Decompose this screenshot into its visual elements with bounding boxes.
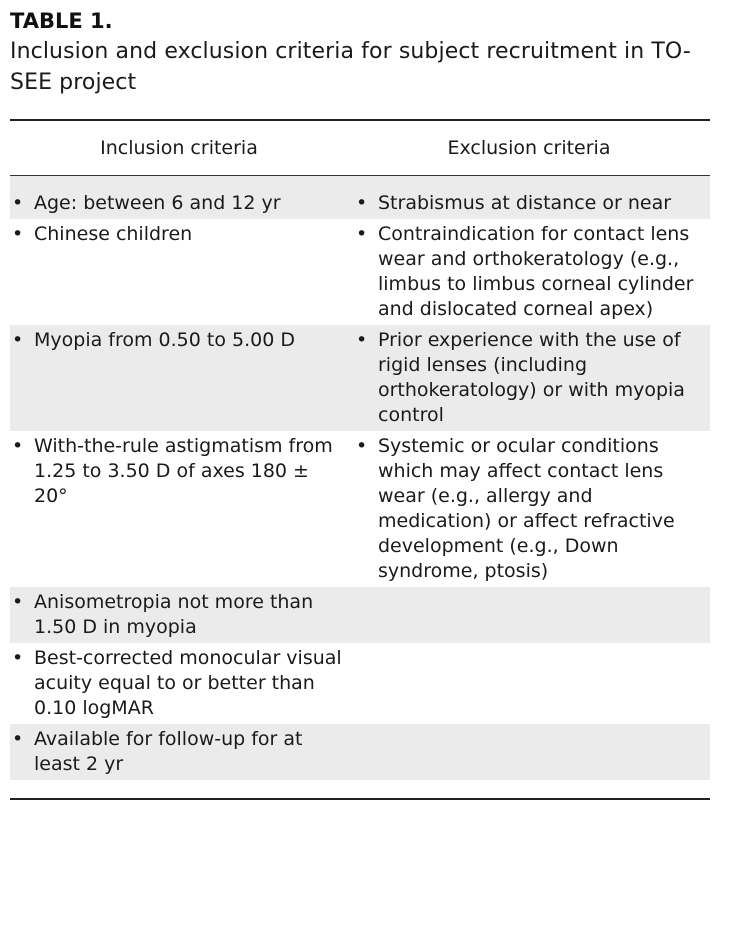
inclusion-item [10,222,348,247]
inclusion-item [10,646,348,721]
inclusion-text: Age: between 6 and 12 yr [34,192,281,214]
exclusion-text: Contraindication for contact lens wear and orthokeratology (e.g., limbus to limbus corneal cylinder and dislocated corneal apex) [378,223,694,320]
bullet-icon: • [12,728,24,750]
exclusion-item [348,191,710,216]
exclusion-text: Prior experience with the use of rigid lenses (including orthokeratology) or with myopia control [378,329,685,426]
exclusion-text [348,728,352,750]
bullet-icon: • [356,223,368,245]
exclusion-text: Systemic or ocular conditions which may affect contact lens wear (e.g., allergy and medication) or affect refractive development (e.g., Down syndrome, ptosis) [378,435,675,582]
inclusion-cell [10,325,348,431]
table-label: TABLE 1. [10,9,113,33]
exclusion-cell [348,176,710,220]
table-row [10,219,710,325]
header-row [10,120,710,176]
criteria-table [10,119,710,800]
inclusion-cell [10,724,348,780]
bullet-icon: • [12,435,24,457]
table-figure [10,6,710,775]
inclusion-item [10,328,348,353]
inclusion-cell [10,643,348,724]
table-header [10,120,710,176]
bullet-icon: • [356,192,368,214]
inclusion-cell [10,431,348,587]
table-bottom-spacer [10,780,710,799]
exclusion-cell [348,643,710,724]
exclusion-cell [348,724,710,780]
exclusion-cell [348,587,710,643]
exclusion-cell [348,431,710,587]
bullet-icon: • [12,591,24,613]
table-row [10,587,710,643]
inclusion-text: With-the-rule astigmatism from 1.25 to 3.50 D of axes 180 ± 20° [34,435,333,507]
table-row [10,325,710,431]
inclusion-item [10,590,348,640]
bullet-icon: • [12,192,24,214]
inclusion-text: Myopia from 0.50 to 5.00 D [34,329,295,351]
exclusion-text [348,647,352,669]
exclusion-cell [348,325,710,431]
inclusion-item [10,434,348,509]
inclusion-item [10,191,348,216]
exclusion-item [348,434,710,584]
inclusion-text: Best-corrected monocular visual acuity equal to or better than 0.10 logMAR [34,647,342,719]
table-row [10,724,710,780]
bullet-icon: • [356,435,368,457]
table-row [10,176,710,220]
exclusion-item [348,222,710,322]
inclusion-cell [10,219,348,325]
table-caption: Inclusion and exclusion criteria for subject recruitment in TO-SEE project [10,39,691,95]
table-body [10,176,710,800]
inclusion-header: Inclusion criteria [100,137,258,159]
exclusion-header: Exclusion criteria [447,137,611,159]
exclusion-item [348,328,710,428]
inclusion-text: Chinese children [34,223,193,245]
bullet-icon: • [12,329,24,351]
inclusion-text: Available for follow-up for at least 2 yr [34,728,303,775]
inclusion-text: Anisometropia not more than 1.50 D in myopia [34,591,314,638]
bullet-icon: • [12,223,24,245]
bullet-icon: • [12,647,24,669]
exclusion-cell [348,219,710,325]
table-row [10,431,710,587]
inclusion-item [10,727,348,777]
exclusion-text: Strabismus at distance or near [378,192,672,214]
exclusion-text [348,591,352,613]
inclusion-cell [10,587,348,643]
inclusion-cell [10,176,348,220]
table-row [10,643,710,724]
bullet-icon: • [356,329,368,351]
